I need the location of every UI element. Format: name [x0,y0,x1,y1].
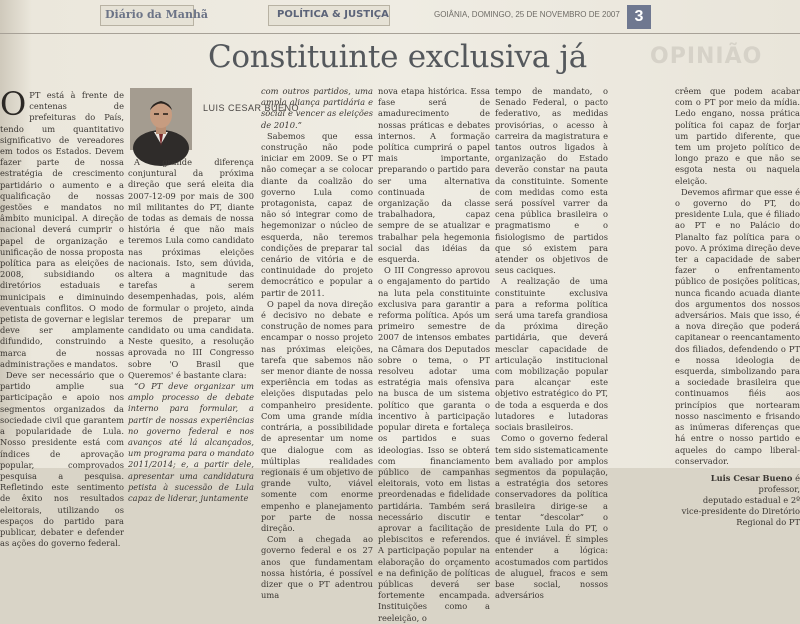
paragraph: Como o governo federal tem sido sistematicamente bem avaliado por amplos segmentos da população, a estratégia dos setores conservadores da política brasileira dirige-se a tentar “descolar” o presidente Lula do PT, o que é inviável. É simples entender a lógica: acostumados com partidos de aluguel, fracos e sem base social, nossos adversários [495,433,608,601]
author-name: LUIS CESAR BUENO [203,103,300,113]
author-portrait-icon [130,88,192,150]
signature-role-4: Regional do PT [736,516,800,527]
signature-role-2: deputado estadual e 2º [702,494,800,505]
article-headline: Constituinte exclusiva já [208,39,587,75]
paragraph: Sabemos que essa construção não pode iniciar em 2009. Se o PT não começar a se colocar diante da coalizão do governo Lula como protagonista, capaz de não só integrar como de hegemonizar o núcleo de esquerda, não teremos condições de preparar tal cenário de vitória e de continuidade do projeto democrático e popular a partir de 2011. [261,130,373,298]
paragraph: nova etapa histórica. Essa fase será de amadurecimento de nossas práticas e debates internos. A formação política cumprirá o papel mais importante, preparando o partido para ser uma alternativa continuada de organização da classe trabalhadora, capaz sempre de se atualizar e trabalhar pela hegemonia social das idéias da esquerda. [378,86,490,265]
paragraph: O III Congresso aprovou o engajamento do partido na luta pela constituinte exclusiva para garantir a reforma política. Após um primeiro semestre de 2007 de intensos embates na Câmara dos Deputados sobre o tema, o PT resolveu adotar uma estratégia mais ofensiva na busca de um sistema político que garanta o incentivo à participação popular direta e fortaleça os partidos e suas ideologias. Isso se obterá com financiamento público de campanhas eleitorais, voto em listas preordenadas e fidelidade partidária. Também será necessário discutir e aprovar a facilitação de plebiscitos e referendos. A participação popular na elaboração do orçamento e na definição de políticas públicas deverá ser fortemente encampada. Instituições como a reeleição, o [378,265,490,623]
paragraph: crêem que podem acabar com o PT por meio da mídia. Ledo engano, nossa prática política foi capaz de forjar um partido diferente, que tem um projeto político de longo prazo e que não se esgota nesta ou naquela eleição. [675,86,800,186]
paragraph: tempo de mandato, o Senado Federal, o pacto federativo, as medidas provisórias, o acesso à carreira da magistratura e tantos outros ligados à organização do Estado deverão constar na pauta da constituinte. Somente com medidas como esta será possível varrer da cena pública brasileira o pragmatismo e o fisiologismo de partidos que só existem para atender os objetivos de seus caciques. [495,86,608,276]
page-header [0,0,800,30]
column-4 [378,86,490,623]
paragraph: A grande diferença conjuntural da próxima direção que será eleita dia 2007-12-09 por mais de 300 mil militantes do PT, diante de todas as demais de nossa história é que não mais teremos Lula como candidato nas próximas eleições nacionais. Isto, sem dúvida, altera a magnitude das tarefas a serem desempenhadas, pois, além de formular o projeto, ainda teremos de preparar um candidato ou uma candidata. Neste quesito, a resolução aprovada no III Congresso sobre 'O Brasil que Queremos' é bastante clara: [128,157,254,380]
author-photo [130,88,192,150]
paragraph: PT está à frente de centenas de prefeituras do País, tendo um quantitativo significativo de vereadores em todos os Estados. Devem fazer parte de nossa estratégia de crescimento partidário o aumento e a qualificação de nossas gestões e mandatos no âmbito municipal. A direção nacional deverá cumprir o papel de organização e unificação de nossa proposta política para as eleições de 2008, subsidiando os diretórios estaduais e municipais e diminuindo eventuais conflitos. O modo petista de governar e legislar deve ser amplamente difundido, construindo a marca de nossas administrações e mandatos. [0,90,124,369]
drop-cap: O [0,85,27,123]
paragraph: Devemos afirmar que esse é o governo do PT, do presidente Lula, que é filiado ao PT e no Palácio do Planalto faz política para o povo. A próxima direção deve ter a capacidade de saber fazer o enfrentamento público de posições políticas, nunca ficando acuada diante dos argumentos dos nossos adversários. Mais que isso, é a nova direção que poderá capitanear o reencantamento dos filiados, defendendo o PT e nossa ideologia de esquerda, simbolizando para a sociedade brasileira que continuamos fiéis aos princípios que nortearam nosso nascimento e frisando as inúmeras diferenças que há entre o nosso partido e aqueles do campo liberal-conservador. [675,186,800,466]
signature-role-3: vice-presidente do Diretório [681,505,800,516]
masthead-logo [100,5,209,26]
paragraph: Com a chegada ao governo federal e os 27 anos que fundamentam nossa história, é possível dizer que o PT adentrou uma [261,534,373,601]
dateline: GOIÂNIA, DOMINGO, 25 DE NOVEMBRO DE 2007 [434,10,620,19]
paragraph: A realização de uma constituinte exclusiva para a reforma política será uma tarefa grandiosa da próxima direção partidária, que deverá mesclar capacidade de articulação institucional com mobilização popular para alcançar este objetivo estratégico do PT, de toda a esquerda e dos lutadores e lutadoras sociais brasileiros. [495,276,608,433]
paragraph: O papel da nova direção é decisivo no debate e construção de nomes para encampar o nosso projeto nas próximas eleições, tarefa que sabemos não ser menor diante de nossa experiência em todas as eleições disputadas pelo companheiro presidente. Com uma grande mídia contrária, a possibilidade de apresentar um nome que dialogue com as múltiplas realidades regionais é um objetivo de grande vulto, viável somente com enorme empenho e planejamento por parte de nossa direção. [261,298,373,533]
signature-role-1: é professor, [758,472,800,494]
header-rule [0,33,800,34]
quote-paragraph: com outros partidos, uma ampla aliança partidária e social e vencer as eleições de 2010.” [261,86,373,130]
column-1 [0,85,124,549]
paragraph: Deve ser necessário que o partido amplie sua participação e apoio nos segmentos organizados da sociedade civil que garantem a popularidade de Lula. Nosso presidente está com índices de aprovação popular, comprovados pesquisa a pesquisa. Refletindo este sentimento de êxito nos resultados eleitorais, utilizando os espaços do partido para publicar, debater e defender as ações do governo federal. [0,370,124,549]
column-6 [675,86,800,527]
section-text: POLÍTICA & JUSTIÇA [277,9,389,20]
column-2 [128,157,254,504]
quote-paragraph: “O PT deve organizar um amplo processo de debate interno para formular, a partir de nossas experiências no governo federal e nos avanços até lá alcançados, um programa para o mandato 2011/2014; e, a partir dele, apresentar uma candidatura petista à sucessão de Lula capaz de liderar, juntamente [128,381,254,504]
signature-name: Luis Cesar Bueno [710,472,793,483]
column-3 [261,86,373,601]
page-number: 3 [627,5,651,29]
author-signature [675,473,800,528]
masthead-text: Diário da Manhã [105,8,209,21]
section-label [268,5,390,26]
column-5 [495,86,608,601]
ghost-section-label: OPINIÃO [650,44,763,69]
